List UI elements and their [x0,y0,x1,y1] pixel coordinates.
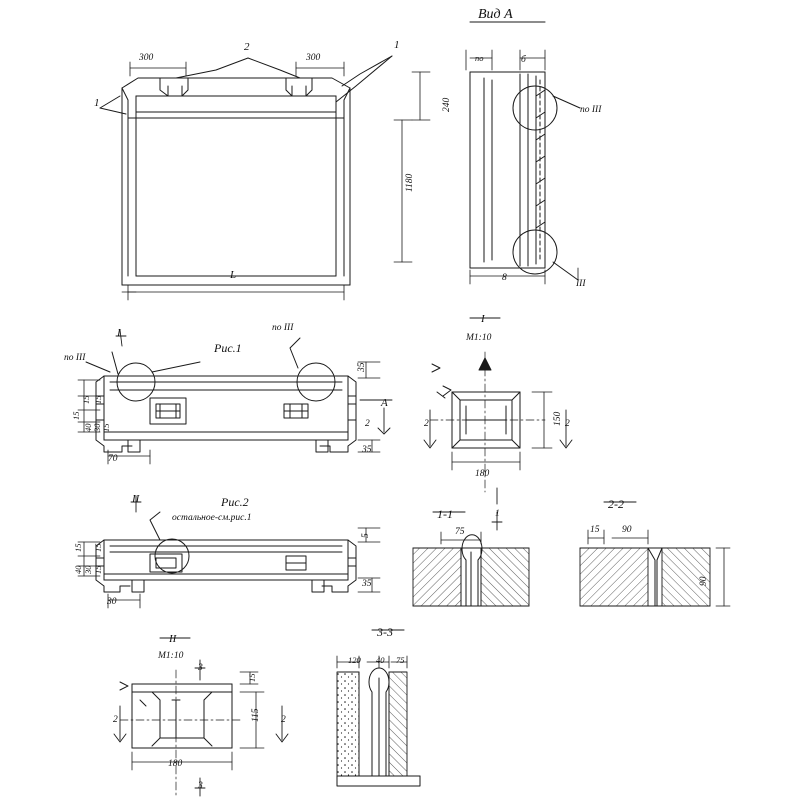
view-plan-top [100,53,392,300]
ref-III-bottom: III [576,279,586,289]
dim-180-II: 180 [168,759,183,769]
dim-15-2-2: 15 [590,525,600,535]
mark-2-right: 2 [565,419,570,429]
dim-30-fig2: 30 [107,597,117,607]
dim-L: L [230,269,237,281]
dim-300-left: 300 [139,53,154,63]
dim-15-c: 15 [71,411,81,420]
section-mark-I: I [117,327,121,339]
fig-2-note: остальное-см.рис.1 [172,513,252,523]
dim-5: 5 [361,533,371,538]
dim-15-b: 15 [93,395,103,404]
ref-po-III-top: по III [580,105,602,115]
dim-15-g: 15 [93,565,103,574]
callout-2: 2 [244,41,250,53]
dim-180-I: 180 [475,469,490,479]
dim-1180: 1180 [405,173,415,192]
dim-35-fig1-top: 35 [357,362,367,372]
dim-150: 150 [553,411,563,426]
callout-1-right: 1 [394,39,400,51]
dim-b: б [521,55,526,65]
dim-70: 70 [108,454,118,464]
section-mark-2-fig1: 2 [365,419,370,429]
dim-15-d: 15 [101,423,111,432]
mark-2-II-right: 2 [281,715,286,725]
view-A-title: Вид А [478,7,513,22]
dim-30: 30 [92,423,102,432]
mark-1-near-1-1: 1 [495,509,500,519]
dim-15-a: 15 [81,395,91,404]
section-3-3-detail [337,630,420,786]
dim-115: 115 [251,708,261,722]
section-I-detail [424,318,572,504]
dim-35-fig2: 35 [362,579,372,589]
mark-2-left: 2 [424,419,429,429]
dim-po: по [475,53,484,63]
dim-75-3-3: 75 [396,655,405,665]
mark-3-top: 3 [198,663,203,673]
ref-po-III-fig1-right: по III [272,323,294,333]
dim-8: 8 [502,273,507,283]
dim-90-2-2: 90 [622,525,632,535]
section-1-1-detail [413,509,529,606]
dim-40-b: 40 [73,565,83,574]
mark-3-bottom: 3 [198,781,203,791]
section-II-scale: М1:10 [158,651,184,661]
section-I-title: I [481,313,485,325]
arrow-A: A [381,397,388,409]
fig-2-title: Рис.2 [221,495,249,509]
dim-30-b: 30 [83,565,93,574]
section-1-1-title: 1-1 [437,507,453,521]
dim-300-right: 300 [306,53,321,63]
callout-1-left: 1 [94,97,100,109]
section-2-2-title: 2-2 [608,497,624,511]
section-mark-II: II [132,493,140,505]
ref-po-III-fig1-left: по III [64,353,86,363]
section-2-2-detail [580,502,730,606]
dim-75: 75 [455,527,465,537]
section-II-title: II [169,633,177,645]
section-II-detail [114,638,288,796]
section-I-scale: М1:10 [466,333,492,343]
dim-90-vertical: 90 [699,576,709,586]
dim-120: 120 [348,655,361,665]
dim-40-3-3: 40 [376,655,385,665]
dim-15-f: 15 [93,543,103,552]
fig-1-title: Рис.1 [214,341,242,355]
view-A [394,22,580,284]
dim-40: 40 [83,423,93,432]
mark-2-II-left: 2 [113,715,118,725]
dim-15-e: 15 [73,543,83,552]
dim-15-II: 15 [247,673,257,682]
dim-240: 240 [442,97,452,112]
dim-35-fig1-bottom: 35 [362,445,372,455]
section-3-3-title: 3-3 [377,625,393,639]
